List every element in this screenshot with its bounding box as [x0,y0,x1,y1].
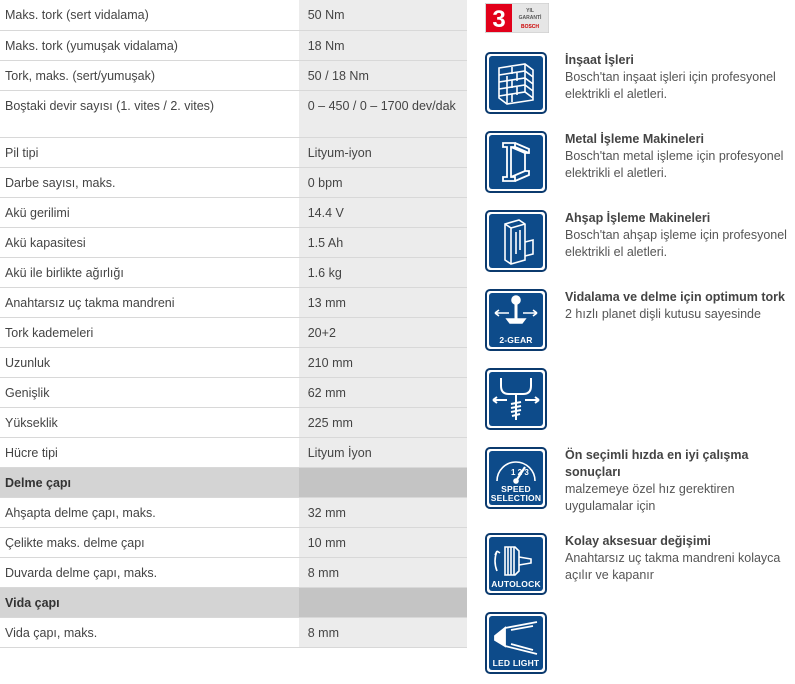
speed-dial-numbers: 1 2 3 [511,468,529,477]
steel-beam-icon [485,131,547,193]
gear-shift-icon [485,289,547,351]
spec-row [0,137,467,167]
spec-value [299,587,467,617]
speed-caption: SPEED SELECTION [490,484,542,503]
spec-row [0,0,467,30]
spec-row [0,617,467,647]
spec-label: Delme çapı [0,467,299,497]
feature-title: Ahşap İşleme Makineleri [565,211,711,225]
spec-value: 1.6 kg [299,257,467,287]
spec-value [299,467,467,497]
spec-value: 0 – 450 / 0 – 1700 dev/dak [299,90,467,137]
spec-label: Çelikte maks. delme çapı [0,527,299,557]
spec-section-header [0,587,467,617]
spec-row [0,497,467,527]
spec-value: 10 mm [299,527,467,557]
feature-description: Bosch'tan inşaat işleri için profesyonel elektrikli el aletleri. [565,70,776,101]
spec-row [0,377,467,407]
spec-label: Tork kademeleri [0,317,299,347]
feature-title: Vidalama ve delme için optimum tork [565,290,785,304]
spec-value: 62 mm [299,377,467,407]
warranty-line2: GARANTİ [518,15,542,21]
spec-label: Vida çapı [0,587,299,617]
spec-label: Akü kapasitesi [0,227,299,257]
spec-row [0,167,467,197]
spec-row [0,407,467,437]
feature-description: 2 hızlı planet dişli kutusu sayesinde [565,307,761,321]
brick-wall-icon [485,52,547,114]
warranty-badge [485,3,549,33]
spec-row [0,437,467,467]
spec-value: 32 mm [299,497,467,527]
spec-label: Duvarda delme çapı, maks. [0,557,299,587]
speed-dial-icon [485,447,547,509]
spec-row [0,317,467,347]
feature-description: Bosch'tan ahşap işleme için profesyonel elektrikli el aletleri. [565,228,787,259]
spec-row [0,287,467,317]
spec-row [0,527,467,557]
warranty-brand: BOSCH [520,24,540,30]
spec-value: 0 bpm [299,167,467,197]
spec-value: 1.5 Ah [299,227,467,257]
screw-arrows-icon [485,368,547,430]
gear-caption: 2-GEAR [499,335,533,345]
spec-row [0,557,467,587]
spec-label: Maks. tork (yumuşak vidalama) [0,30,299,60]
spec-label: Tork, maks. (sert/yumuşak) [0,60,299,90]
spec-label: Anahtarsız uç takma mandreni [0,287,299,317]
feature-title: Metal İşleme Makineleri [565,132,704,146]
spec-label: Yükseklik [0,407,299,437]
spec-value: Lityum-iyon [299,137,467,167]
led-caption: LED LIGHT [492,658,540,668]
wood-board-icon [485,210,547,272]
spec-label: Pil tipi [0,137,299,167]
spec-row [0,90,467,137]
spec-label: Maks. tork (sert vidalama) [0,0,299,30]
spec-row [0,197,467,227]
warranty-line1: YIL [526,8,534,14]
spec-label: Akü gerilimi [0,197,299,227]
spec-label: Boştaki devir sayısı (1. vites / 2. vites) [0,90,299,137]
spec-value: 18 Nm [299,30,467,60]
spec-value: 8 mm [299,617,467,647]
spec-section-header [0,467,467,497]
spec-label: Uzunluk [0,347,299,377]
spec-value: 225 mm [299,407,467,437]
feature-description: Bosch'tan metal işleme için profesyonel elektrikli el aletleri. [565,149,784,180]
spec-value: 50 Nm [299,0,467,30]
spec-value: Lityum İyon [299,437,467,467]
warranty-years: 3 [492,6,506,33]
spec-value: 14.4 V [299,197,467,227]
spec-row [0,347,467,377]
feature-title: Kolay aksesuar değişimi [565,534,711,548]
spec-label: Darbe sayısı, maks. [0,167,299,197]
spec-row [0,30,467,60]
spec-row [0,257,467,287]
spec-value: 50 / 18 Nm [299,60,467,90]
chuck-icon [485,533,547,595]
spec-value: 8 mm [299,557,467,587]
spec-label: Genişlik [0,377,299,407]
spec-value: 20+2 [299,317,467,347]
spec-label: Hücre tipi [0,437,299,467]
spec-label: Ahşapta delme çapı, maks. [0,497,299,527]
spec-label: Akü ile birlikte ağırlığı [0,257,299,287]
spec-row [0,227,467,257]
spec-label: Vida çapı, maks. [0,617,299,647]
spec-value: 210 mm [299,347,467,377]
led-light-icon [485,612,547,674]
feature-description: malzemeye özel hız gerektiren uygulamalar için [565,482,735,513]
feature-title: Ön seçimli hızda en iyi çalışma sonuçları [565,448,749,479]
autolock-caption: AUTOLOCK [491,579,541,589]
feature-description: Anahtarsız uç takma mandreni kolayca açılır ve kapanır [565,551,781,582]
spec-value: 13 mm [299,287,467,317]
feature-title: İnşaat İşleri [565,53,634,67]
spec-row [0,60,467,90]
